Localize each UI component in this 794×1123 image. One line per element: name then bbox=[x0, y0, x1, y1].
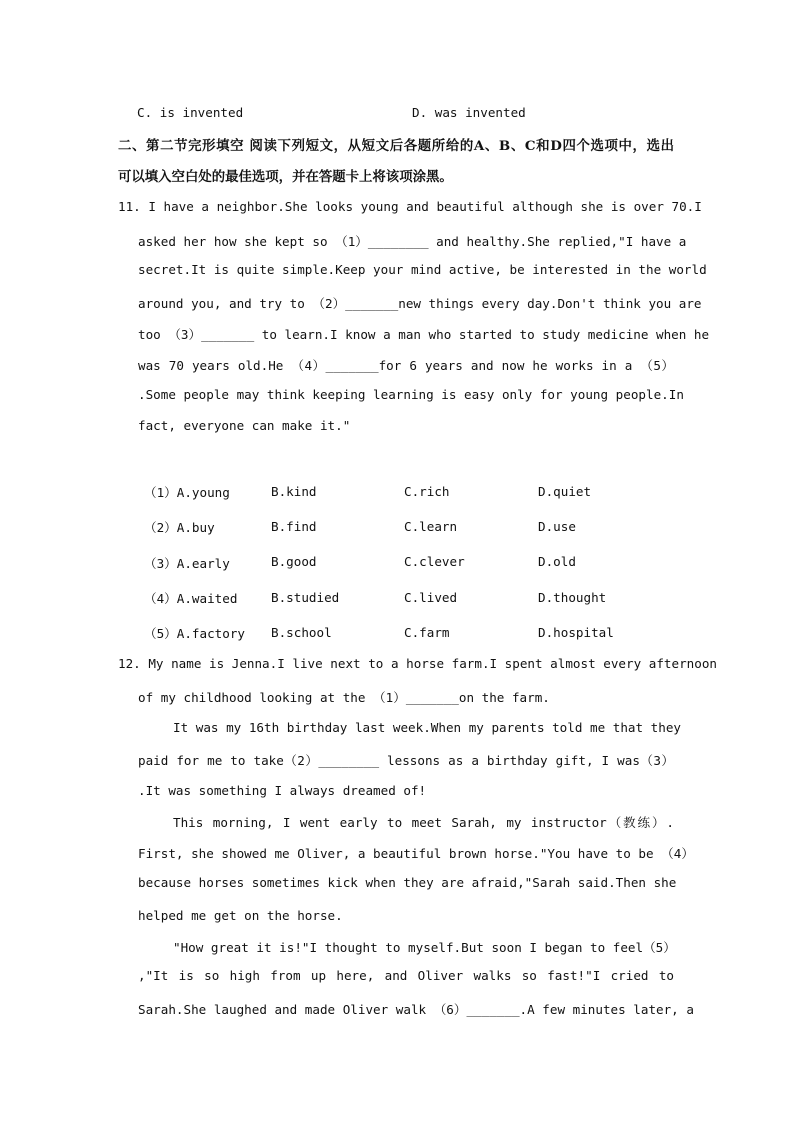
option-c: C.learn bbox=[404, 519, 458, 534]
passage-line: First, she showed me Oliver, a beautiful brown horse."You have to be （4） bbox=[138, 846, 694, 861]
option-a: （4）A.waited bbox=[144, 591, 238, 606]
option-d: D. was invented bbox=[412, 105, 526, 120]
option-c: C.clever bbox=[404, 554, 465, 569]
passage-line: Sarah.She laughed and made Oliver walk （6）_______.A few minutes later, a bbox=[138, 1002, 694, 1017]
option-d: D.quiet bbox=[538, 484, 592, 499]
passage-line: 12. My name is Jenna.I live next to a horse farm.I spent almost every afternoon bbox=[118, 656, 717, 671]
passage-line: around you, and try to （2）_______new things every day.Don't think you are bbox=[138, 296, 702, 311]
passage-line: too （3）_______ to learn.I know a man who started to study medicine when he bbox=[138, 327, 710, 342]
heading-line-1: 二、第二节完形填空 阅读下列短文，从短文后各题所给的A、B、C和D四个选项中，选出 bbox=[118, 138, 674, 154]
passage-line: because horses sometimes kick when they are afraid,"Sarah said.Then she bbox=[138, 875, 677, 890]
heading-line-2: 可以填入空白处的最佳选项，并在答题卡上将该项涂黑。 bbox=[118, 169, 453, 185]
option-b: B.kind bbox=[271, 484, 317, 499]
option-c: C.rich bbox=[404, 484, 450, 499]
option-a: （3）A.early bbox=[144, 556, 230, 571]
passage-line: was 70 years old.He （4）_______for 6 years and now he works in a （5） bbox=[138, 358, 674, 373]
option-d: D.use bbox=[538, 519, 576, 534]
option-b: B.school bbox=[271, 625, 332, 640]
option-a: （2）A.buy bbox=[144, 520, 215, 535]
passage-line: "How great it is!"I thought to myself.But soon I began to feel（5） bbox=[173, 940, 676, 955]
option-d: D.old bbox=[538, 554, 576, 569]
passage-line: secret.It is quite simple.Keep your mind active, be interested in the world bbox=[138, 262, 707, 277]
passage-line: helped me get on the horse. bbox=[138, 908, 343, 923]
passage-line: This morning, I went early to meet Sarah, my instructor（教练）. bbox=[173, 815, 674, 830]
passage-line: paid for me to take（2）________ lessons as a birthday gift, I was（3） bbox=[138, 753, 674, 768]
passage-line: .Some people may think keeping learning is easy only for young people.In bbox=[138, 387, 684, 402]
option-b: B.good bbox=[271, 554, 317, 569]
passage-line: It was my 16th birthday last week.When my parents told me that they bbox=[173, 720, 681, 735]
option-a: （1）A.young bbox=[144, 485, 230, 500]
option-c: C.lived bbox=[404, 590, 458, 605]
passage-line: asked her how she kept so （1）________ and healthy.She replied,"I have a bbox=[138, 234, 687, 249]
passage-line: fact, everyone can make it." bbox=[138, 418, 351, 433]
option-d: D.hospital bbox=[538, 625, 614, 640]
passage-line: 11. I have a neighbor.She looks young and beautiful although she is over 70.I bbox=[118, 199, 702, 214]
option-a: （5）A.factory bbox=[144, 626, 246, 641]
option-b: B.find bbox=[271, 519, 317, 534]
option-c: C.farm bbox=[404, 625, 450, 640]
passage-line: .It was something I always dreamed of! bbox=[138, 783, 427, 798]
passage-line: of my childhood looking at the （1）_______on the farm. bbox=[138, 690, 550, 705]
passage-line: ,"It is so high from up here, and Oliver walks so fast!"I cried to bbox=[138, 968, 674, 983]
option-d: D.thought bbox=[538, 590, 607, 605]
option-c: C. is invented bbox=[137, 105, 244, 120]
option-b: B.studied bbox=[271, 590, 340, 605]
